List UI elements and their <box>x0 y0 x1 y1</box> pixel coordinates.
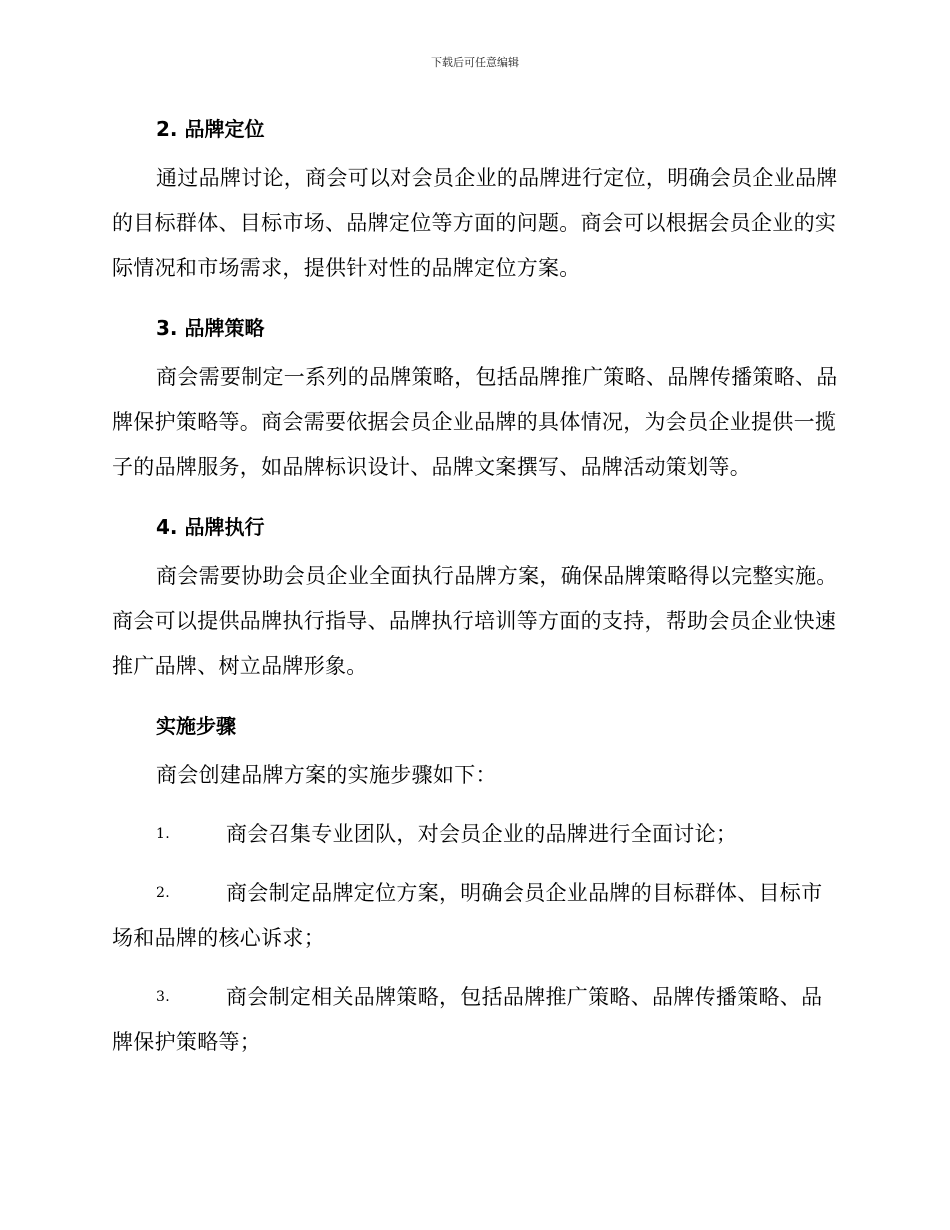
list-item-text: 商会制定相关品牌策略，包括品牌推广策略、品牌传播策略、品牌保护策略等； <box>112 985 823 1054</box>
section-body-brand-positioning: 通过品牌讨论，商会可以对会员企业的品牌进行定位，明确会员企业品牌的目标群体、目标市场、品牌定位等方面的问题。商会可以根据会员企业的实际情况和市场需求，提供针对性的品牌定位方案。 <box>112 166 838 280</box>
section-body-brand-strategy: 商会需要制定一系列的品牌策略，包括品牌推广策略、品牌传播策略、品牌保护策略等。商会需要依据会员企业品牌的具体情况，为会员企业提供一揽子的品牌服务，如品牌标识设计、品牌文案撰写、品牌活动策划等。 <box>112 365 838 479</box>
list-item-number: 2. <box>156 885 170 901</box>
section-heading-brand-strategy: 3. 品牌策略 <box>156 316 265 340</box>
page-header: 下载后可任意编辑 <box>431 56 519 69</box>
section-body-brand-execution: 商会需要协助会员企业全面执行品牌方案，确保品牌策略得以完整实施。商会可以提供品牌执行指导、品牌执行培训等方面的支持，帮助会员企业快速推广品牌、树立品牌形象。 <box>112 564 838 678</box>
list-item-number: 1. <box>156 826 170 842</box>
steps-heading: 实施步骤 <box>156 714 236 738</box>
document-body <box>112 110 838 1065</box>
section-heading-brand-positioning: 2. 品牌定位 <box>156 117 265 141</box>
list-item <box>112 871 838 961</box>
steps-list <box>112 812 838 1065</box>
list-item <box>112 812 838 857</box>
list-item-number: 3. <box>156 989 170 1005</box>
list-item <box>112 975 838 1065</box>
steps-intro: 商会创建品牌方案的实施步骤如下： <box>156 763 497 787</box>
list-item-text: 商会制定品牌定位方案，明确会员企业品牌的目标群体、目标市场和品牌的核心诉求； <box>112 881 823 950</box>
list-item-text: 商会召集专业团队，对会员企业的品牌进行全面讨论； <box>226 822 738 846</box>
section-heading-brand-execution: 4. 品牌执行 <box>156 515 265 539</box>
